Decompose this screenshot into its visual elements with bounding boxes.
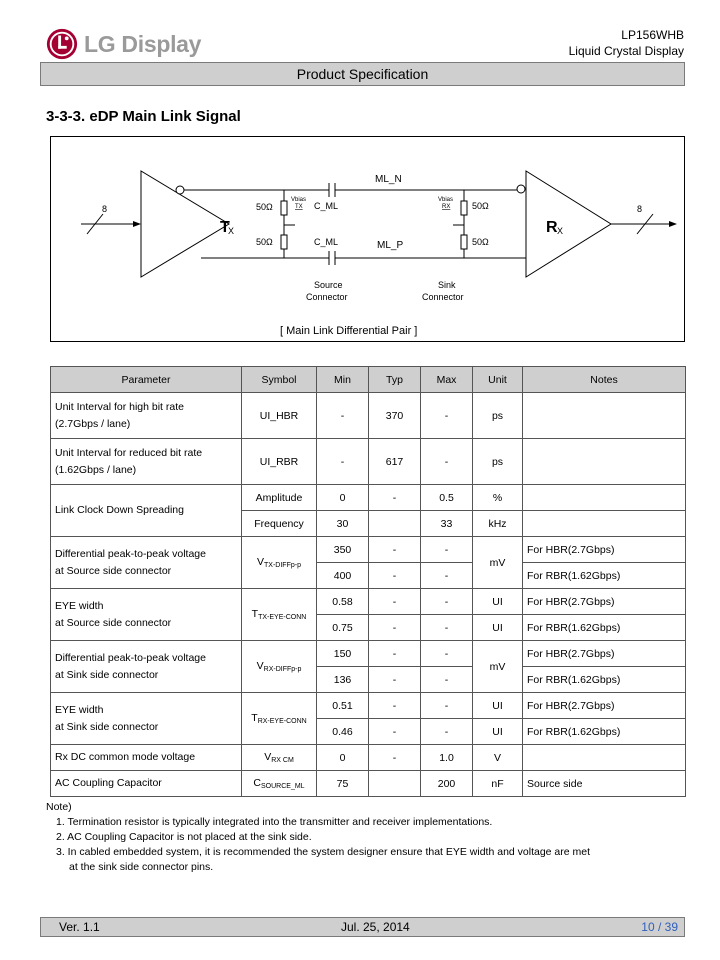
tx-r-top-label: 50Ω xyxy=(256,202,273,212)
table-row-ac-coupling xyxy=(51,771,686,797)
col-header-typ: Typ xyxy=(369,367,421,393)
typ-cell: - xyxy=(369,563,421,589)
param-cell: Differential peak-to-peak voltage at Sink side connector xyxy=(51,641,242,693)
min-cell: 400 xyxy=(317,563,369,589)
max-cell: 200 xyxy=(421,771,473,797)
notes-cell xyxy=(523,485,686,511)
tx-output-n-bubble xyxy=(176,186,184,194)
min-cell: 0.51 xyxy=(317,693,369,719)
min-cell: 0.58 xyxy=(317,589,369,615)
notes-cell: Source side xyxy=(523,771,686,797)
note-3-continued: at the sink side connector pins. xyxy=(69,861,214,873)
symbol-cell: $V_{RX CM}$ xyxy=(242,745,317,771)
table-row-ui-rbr xyxy=(51,439,686,485)
symbol-cell: UI_HBR xyxy=(242,393,317,439)
param-cell: EYE width at Source side connector xyxy=(51,589,242,641)
max-cell: - xyxy=(421,719,473,745)
min-cell: 0.46 xyxy=(317,719,369,745)
symbol-cell: UI_RBR xyxy=(242,439,317,485)
symbol-cell: $V_{TX-DIFFp-p}$ xyxy=(242,537,317,589)
unit-cell: UI xyxy=(473,693,523,719)
tx-buffer-icon xyxy=(141,171,229,277)
col-header-notes: Notes xyxy=(523,367,686,393)
typ-cell: 370 xyxy=(369,393,421,439)
table-row-rx-dc-cm xyxy=(51,745,686,771)
min-cell: 0 xyxy=(317,745,369,771)
notes-title: Note) xyxy=(46,801,72,813)
version-label: Ver. 1.1 xyxy=(59,920,100,934)
typ-cell: - xyxy=(369,667,421,693)
tx-resistor-bottom xyxy=(281,235,287,249)
max-cell: 0.5 xyxy=(421,485,473,511)
max-cell: - xyxy=(421,439,473,485)
table-row-trx-hbr xyxy=(51,693,686,719)
vbias-rx-label: Vbias xyxy=(438,197,454,203)
min-cell: 0.75 xyxy=(317,615,369,641)
unit-cell: ps xyxy=(473,393,523,439)
table-header-row xyxy=(51,367,686,393)
rx-buffer-icon xyxy=(526,171,611,277)
main-link-spec-table xyxy=(50,366,686,797)
min-cell: - xyxy=(317,393,369,439)
notes-cell xyxy=(523,393,686,439)
symbol-cell: $C_{SOURCE\_ML}$ xyxy=(242,771,317,797)
rx-input-n-bubble xyxy=(517,185,525,193)
typ-cell: - xyxy=(369,693,421,719)
max-cell: 33 xyxy=(421,511,473,537)
tx-r-bottom-label: 50Ω xyxy=(256,237,273,247)
unit-cell: ps xyxy=(473,439,523,485)
table-row-ttx-hbr xyxy=(51,589,686,615)
date-label: Jul. 25, 2014 xyxy=(341,920,410,934)
vbias-tx-sub: TX xyxy=(295,204,303,210)
typ-cell xyxy=(369,771,421,797)
lg-logo-icon xyxy=(44,27,80,61)
diagram-svg xyxy=(51,137,686,343)
param-cell: Unit Interval for high bit rate (2.7Gbps / lane) xyxy=(51,393,242,439)
notes-cell: For RBR(1.62Gbps) xyxy=(523,667,686,693)
page-number: 10 / 39 xyxy=(641,920,678,934)
table-row-spread-amplitude xyxy=(51,485,686,511)
rx-resistor-top xyxy=(461,201,467,215)
sink-connector-label-1: Sink xyxy=(438,280,456,290)
unit-cell: V xyxy=(473,745,523,771)
param-cell: Link Clock Down Spreading xyxy=(51,485,242,537)
c-ml-bottom-label: C_ML xyxy=(314,237,339,247)
section-title: 3-3-3. eDP Main Link Signal xyxy=(46,108,241,125)
unit-cell: mV xyxy=(473,641,523,693)
typ-cell: - xyxy=(369,485,421,511)
notes-cell: For RBR(1.62Gbps) xyxy=(523,615,686,641)
col-header-max: Max xyxy=(421,367,473,393)
sink-connector-label-2: Connector xyxy=(422,292,464,302)
brand-name: LG Display xyxy=(84,31,202,57)
symbol-cell: Amplitude xyxy=(242,485,317,511)
unit-cell: nF xyxy=(473,771,523,797)
source-connector-label-2: Connector xyxy=(306,292,348,302)
notes-cell: For RBR(1.62Gbps) xyxy=(523,563,686,589)
min-cell: 75 xyxy=(317,771,369,797)
symbol-cell: $V_{RX-DIFFp-p}$ xyxy=(242,641,317,693)
max-cell: - xyxy=(421,393,473,439)
note-2: 2. AC Coupling Capacitor is not placed at the sink side. xyxy=(56,831,312,843)
tx-label: T xyxy=(220,219,230,236)
bus-width-left: 8 xyxy=(102,204,108,214)
min-cell: 30 xyxy=(317,511,369,537)
page-footer xyxy=(40,917,685,937)
notes-cell: For HBR(2.7Gbps) xyxy=(523,693,686,719)
note-3: 3. In cabled embedded system, it is recommended the system designer ensure that EYE width and voltage are met xyxy=(56,846,591,858)
source-connector-label-1: Source xyxy=(314,280,343,290)
symbol-cell: Frequency xyxy=(242,511,317,537)
typ-cell: - xyxy=(369,615,421,641)
notes-cell: For HBR(2.7Gbps) xyxy=(523,641,686,667)
document-header xyxy=(569,27,684,59)
rx-label-sub: X xyxy=(557,226,564,236)
diagram-caption: [ Main Link Differential Pair ] xyxy=(280,325,418,337)
min-cell: 136 xyxy=(317,667,369,693)
table-row-ui-hbr xyxy=(51,393,686,439)
min-cell: 350 xyxy=(317,537,369,563)
unit-cell: % xyxy=(473,485,523,511)
note-1: 1. Termination resistor is typically integrated into the transmitter and receiver implementations. xyxy=(56,816,493,828)
max-cell: - xyxy=(421,537,473,563)
notes-cell: For RBR(1.62Gbps) xyxy=(523,719,686,745)
notes-cell xyxy=(523,439,686,485)
min-cell: 0 xyxy=(317,485,369,511)
max-cell: - xyxy=(421,667,473,693)
rx-r-bottom-label: 50Ω xyxy=(472,237,489,247)
notes-cell: For HBR(2.7Gbps) xyxy=(523,589,686,615)
c-ml-top-label: C_ML xyxy=(314,201,339,211)
table-row-vrx-hbr xyxy=(51,641,686,667)
param-cell: AC Coupling Capacitor xyxy=(51,771,242,797)
ml-p-label: ML_P xyxy=(377,240,404,251)
table-row-vtx-hbr xyxy=(51,537,686,563)
col-header-symbol: Symbol xyxy=(242,367,317,393)
vbias-tx-label: Vbias xyxy=(291,197,307,203)
rx-label: R xyxy=(546,219,558,236)
notes-cell xyxy=(523,511,686,537)
max-cell: - xyxy=(421,589,473,615)
max-cell: - xyxy=(421,563,473,589)
tx-resistor-top xyxy=(281,201,287,215)
min-cell: - xyxy=(317,439,369,485)
min-cell: 150 xyxy=(317,641,369,667)
col-header-unit: Unit xyxy=(473,367,523,393)
col-header-parameter: Parameter xyxy=(51,367,242,393)
unit-cell: kHz xyxy=(473,511,523,537)
bus-width-right: 8 xyxy=(637,204,643,214)
typ-cell: - xyxy=(369,537,421,563)
unit-cell: UI xyxy=(473,589,523,615)
param-cell: Rx DC common mode voltage xyxy=(51,745,242,771)
unit-cell: UI xyxy=(473,719,523,745)
typ-cell: - xyxy=(369,745,421,771)
max-cell: - xyxy=(421,641,473,667)
rx-r-top-label: 50Ω xyxy=(472,201,489,211)
symbol-cell: $T_{RX-EYE-CONN}$ xyxy=(242,693,317,745)
max-cell: - xyxy=(421,615,473,641)
notes-cell: For HBR(2.7Gbps) xyxy=(523,537,686,563)
typ-cell: - xyxy=(369,641,421,667)
symbol-cell: $T_{TX-EYE-CONN}$ xyxy=(242,589,317,641)
unit-cell: mV xyxy=(473,537,523,589)
max-cell: 1.0 xyxy=(421,745,473,771)
rx-resistor-bottom xyxy=(461,235,467,249)
typ-cell: 617 xyxy=(369,439,421,485)
param-cell: Differential peak-to-peak voltage at Source side connector xyxy=(51,537,242,589)
product-type: Liquid Crystal Display xyxy=(568,44,684,58)
max-cell: - xyxy=(421,693,473,719)
col-header-min: Min xyxy=(317,367,369,393)
main-link-diagram xyxy=(50,136,685,342)
notes-cell xyxy=(523,745,686,771)
tx-label-sub: X xyxy=(228,226,235,236)
spec-banner: Product Specification xyxy=(40,62,685,86)
notes-block xyxy=(46,800,686,875)
vbias-rx-sub: RX xyxy=(442,204,451,210)
unit-cell: UI xyxy=(473,615,523,641)
param-cell: EYE width at Sink side connector xyxy=(51,693,242,745)
ml-n-label: ML_N xyxy=(375,174,402,185)
model-number: LP156WHB xyxy=(621,28,684,42)
param-cell: Unit Interval for reduced bit rate (1.62Gbps / lane) xyxy=(51,439,242,485)
typ-cell xyxy=(369,511,421,537)
typ-cell: - xyxy=(369,589,421,615)
typ-cell: - xyxy=(369,719,421,745)
